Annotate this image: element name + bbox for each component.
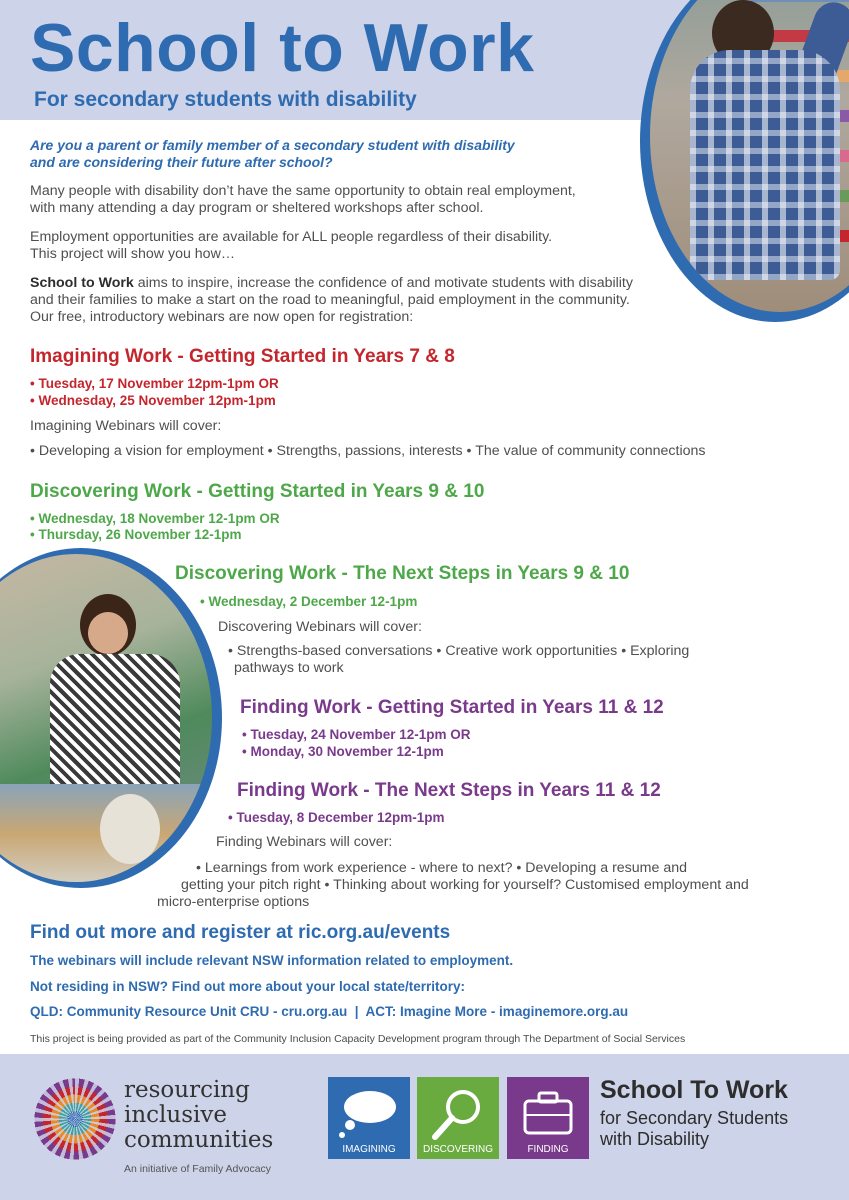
finding-heading-1: Finding Work - Getting Started in Years 11 & 12 xyxy=(240,697,664,718)
photo-student-stall xyxy=(0,548,222,888)
finding-cover-line-3: micro-enterprise options xyxy=(157,894,310,910)
state-contacts: QLD: Community Resource Unit CRU - cru.org.au | ACT: Imagine More - imaginemore.org.au xyxy=(30,1004,629,1019)
finding-cover-label: Finding Webinars will cover: xyxy=(216,834,393,850)
imagining-cover-label: Imagining Webinars will cover: xyxy=(30,418,222,434)
register-heading: Find out more and register at ric.org.au/events xyxy=(30,922,451,943)
imagining-heading: Imagining Work - Getting Started in Years 7 & 8 xyxy=(30,346,455,367)
imagining-tile xyxy=(328,1077,410,1159)
discovering-heading-1: Discovering Work - Getting Started in Years 9 & 10 xyxy=(30,481,485,502)
discovering-tile-label: DISCOVERING xyxy=(422,1144,493,1155)
funding-note: This project is being provided as part of the Community Inclusion Capacity Development program through The Department of Social Services xyxy=(30,1033,686,1045)
ric-logo-icon xyxy=(34,1078,116,1160)
finding-heading-2: Finding Work - The Next Steps in Years 11 & 12 xyxy=(237,780,661,801)
thought-cloud-icon xyxy=(328,1085,410,1141)
nsw-info: The webinars will include relevant NSW information related to employment. xyxy=(30,953,514,968)
discovering-cover-items: • Strengths-based conversations • Creative work opportunities • Exploring pathways to work xyxy=(228,643,690,676)
briefcase-icon xyxy=(507,1085,589,1141)
intro-paragraph-2: Employment opportunities are available for ALL people regardless of their disability. This project will show you how… xyxy=(30,229,553,262)
page-title: School to Work xyxy=(30,10,535,86)
finding-cover-line-2: getting your pitch right • Thinking about working for yourself? Customised employment and xyxy=(181,877,749,893)
finding-date-1: • Tuesday, 24 November 12-1pm OR xyxy=(242,727,471,742)
imagining-date-1: • Tuesday, 17 November 12pm-1pm OR xyxy=(30,376,279,391)
discovering-heading-2: Discovering Work - The Next Steps in Years 9 & 10 xyxy=(175,563,630,584)
imagining-tile-label: IMAGINING xyxy=(342,1144,396,1155)
finding-tile xyxy=(507,1077,589,1159)
imagining-date-2: • Wednesday, 25 November 12pm-1pm xyxy=(30,393,276,408)
discovering-tile xyxy=(417,1077,499,1159)
finding-date-3: • Tuesday, 8 December 12pm-1pm xyxy=(228,810,445,825)
stw-logo-title: School To Work xyxy=(600,1076,788,1104)
photo-student-shelves xyxy=(640,0,849,322)
stw-logo-subtitle: for Secondary Students with Disability xyxy=(600,1108,789,1149)
magnifier-icon xyxy=(417,1085,499,1141)
discovering-date-3: • Wednesday, 2 December 12-1pm xyxy=(200,594,418,609)
discovering-date-2: • Thursday, 26 November 12-1pm xyxy=(30,527,242,542)
finding-cover-line-1: • Learnings from work experience - where to next? • Developing a resume and xyxy=(196,860,687,876)
ric-logo-text: resourcing inclusive communities xyxy=(124,1077,274,1153)
page-subtitle: For secondary students with disability xyxy=(34,88,417,111)
discovering-cover-label: Discovering Webinars will cover: xyxy=(218,619,422,635)
finding-date-2: • Monday, 30 November 12-1pm xyxy=(242,744,444,759)
finding-tile-label: FINDING xyxy=(527,1144,569,1155)
ric-tagline: An initiative of Family Advocacy xyxy=(124,1163,272,1175)
other-states-prompt: Not residing in NSW? Find out more about your local state/territory: xyxy=(30,979,466,994)
intro-paragraph-1: Many people with disability don’t have the same opportunity to obtain real employment, with many attending a day program or sheltered workshops after school. xyxy=(30,183,576,216)
imagining-cover-items: • Developing a vision for employment • Strengths, passions, interests • The value of community connections xyxy=(30,443,706,459)
intro-paragraph-3: School to Work aims to inspire, increase the confidence of and motivate students with disability and their families to make a start on the road to meaningful, paid employment in the community. Our free, introductory webinars are now open for registration: xyxy=(30,275,633,325)
intro-question: Are you a parent or family member of a secondary student with disability and are considering their future after school? xyxy=(30,137,515,170)
discovering-date-1: • Wednesday, 18 November 12-1pm OR xyxy=(30,511,280,526)
